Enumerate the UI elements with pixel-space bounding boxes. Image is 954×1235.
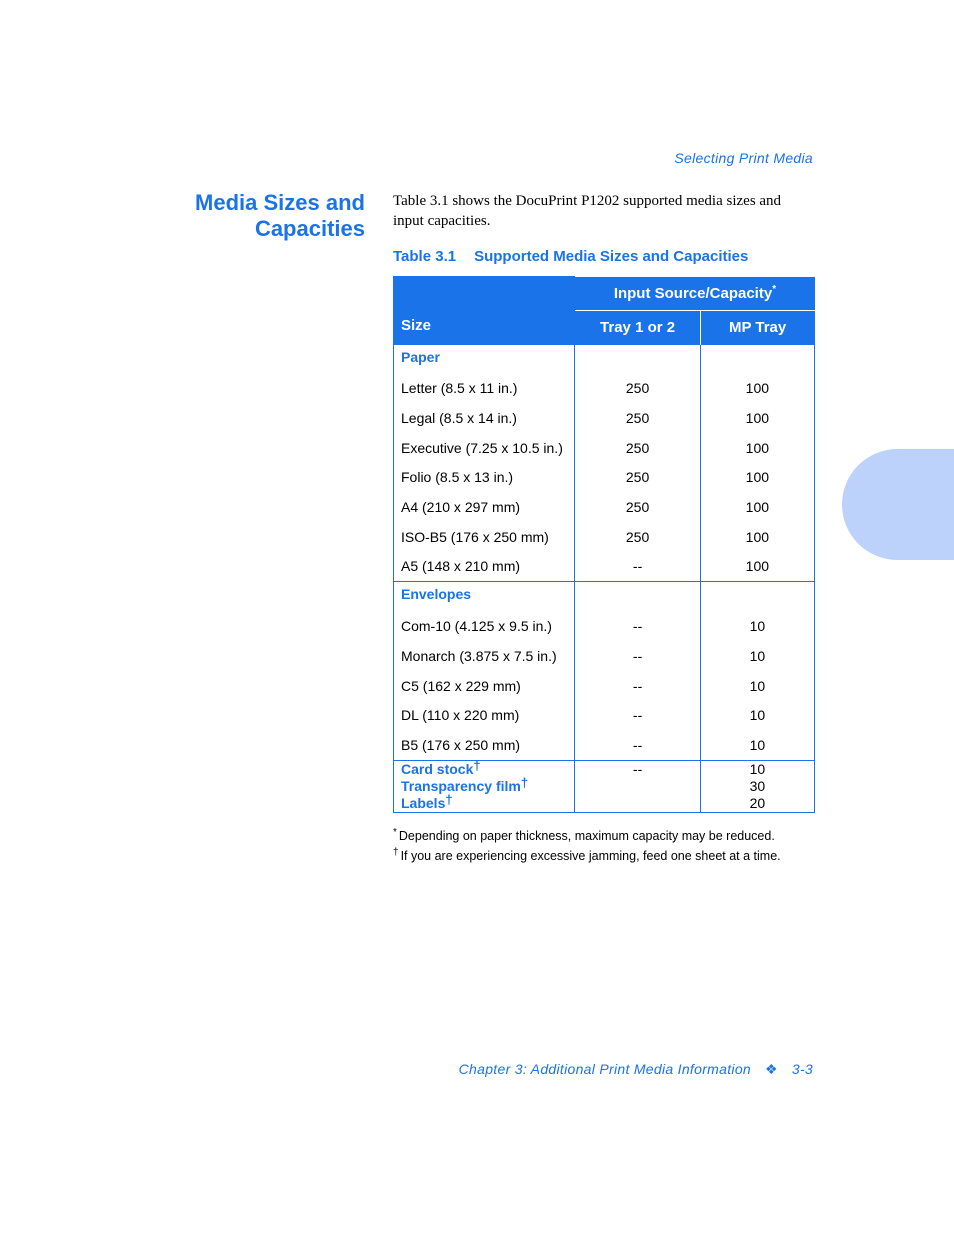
cell-mp: 100 bbox=[700, 522, 814, 552]
page-footer bbox=[459, 1061, 813, 1078]
cell-mp: 10 bbox=[700, 641, 814, 671]
cell-size: C5 (162 x 229 mm) bbox=[394, 671, 575, 701]
mp-labels: 20 bbox=[749, 794, 766, 811]
table-row bbox=[394, 492, 815, 522]
table-row bbox=[394, 671, 815, 701]
cell-mp: 10 bbox=[700, 730, 814, 760]
cell-size: B5 (176 x 250 mm) bbox=[394, 730, 575, 760]
table-row bbox=[394, 611, 815, 641]
header-mp-tray: MP Tray bbox=[700, 310, 814, 344]
intro-paragraph: Table 3.1 shows the DocuPrint P1202 supported media sizes and input capacities. bbox=[393, 193, 782, 229]
category-label: Paper bbox=[394, 344, 575, 374]
cell-size: Legal (8.5 x 14 in.) bbox=[394, 403, 575, 433]
footnotes bbox=[393, 826, 823, 866]
cell-mp: 10 bbox=[700, 611, 814, 641]
cell-tray: -- bbox=[575, 671, 700, 701]
cell-size: Letter (8.5 x 11 in.) bbox=[394, 374, 575, 404]
media-card-stock: Card stock† bbox=[401, 757, 481, 777]
cell-size: Com-10 (4.125 x 9.5 in.) bbox=[394, 611, 575, 641]
cell-tray: 250 bbox=[575, 403, 700, 433]
mp-card-stock: 10 bbox=[749, 760, 766, 777]
table-row bbox=[394, 522, 815, 552]
table-row bbox=[394, 403, 815, 433]
cell-size: ISO-B5 (176 x 250 mm) bbox=[394, 522, 575, 552]
chapter-side-tab bbox=[842, 449, 954, 560]
media-labels: Labels† bbox=[401, 791, 453, 811]
cell-tray: -- bbox=[575, 552, 700, 582]
section-title bbox=[150, 190, 365, 242]
table-row bbox=[394, 552, 815, 582]
other-media-sizes bbox=[394, 757, 575, 812]
category-label: Envelopes bbox=[394, 582, 575, 612]
cell-size: Monarch (3.875 x 7.5 in.) bbox=[394, 641, 575, 671]
footer-separator-icon: ❖ bbox=[765, 1061, 778, 1077]
table-header-row bbox=[394, 277, 815, 311]
table-caption-title: Supported Media Sizes and Capacities bbox=[474, 248, 749, 265]
table-caption-number: Table 3.1 bbox=[393, 248, 457, 265]
cell-tray: -- bbox=[575, 611, 700, 641]
cell-mp: 100 bbox=[700, 374, 814, 404]
table-row bbox=[394, 700, 815, 730]
other-media-row bbox=[394, 760, 815, 812]
other-media-tray: -- bbox=[575, 760, 700, 812]
cell-size: DL (110 x 220 mm) bbox=[394, 700, 575, 730]
cell-mp: 100 bbox=[700, 463, 814, 493]
table-row bbox=[394, 374, 815, 404]
cell-mp: 100 bbox=[700, 433, 814, 463]
media-sizes-table bbox=[393, 276, 815, 813]
cell-size: Executive (7.25 x 10.5 in.) bbox=[394, 433, 575, 463]
cell-tray: -- bbox=[575, 730, 700, 760]
footer-page-number: 3-3 bbox=[791, 1061, 813, 1077]
cell-mp: 10 bbox=[700, 700, 814, 730]
section-title-line-2: Capacities bbox=[254, 216, 365, 241]
section-title-line-1: Media Sizes and bbox=[195, 190, 365, 215]
table-row bbox=[394, 730, 815, 760]
cell-size: Folio (8.5 x 13 in.) bbox=[394, 463, 575, 493]
mp-transparency-film: 30 bbox=[749, 777, 766, 794]
table-row bbox=[394, 463, 815, 493]
cell-size: A5 (148 x 210 mm) bbox=[394, 552, 575, 582]
header-size: Size bbox=[394, 277, 575, 345]
cell-mp: 100 bbox=[700, 403, 814, 433]
header-footnote-mark: * bbox=[772, 283, 777, 295]
media-transparency-film: Transparency film† bbox=[401, 774, 529, 794]
cell-tray: -- bbox=[575, 700, 700, 730]
header-tray: Tray 1 or 2 bbox=[575, 310, 700, 344]
cell-tray: 250 bbox=[575, 492, 700, 522]
category-row-paper bbox=[394, 344, 815, 374]
running-head: Selecting Print Media bbox=[674, 150, 813, 166]
cell-mp: 100 bbox=[700, 492, 814, 522]
footnote-capacity: * Depending on paper thickness, maximum capacity may be reduced. bbox=[393, 827, 775, 843]
table-row bbox=[394, 641, 815, 671]
table-caption bbox=[393, 248, 748, 265]
footnote-jamming: † If you are experiencing excessive jamming, feed one sheet at a time. bbox=[393, 847, 781, 863]
category-row-envelopes bbox=[394, 582, 815, 612]
footer-chapter: Chapter 3: Additional Print Media Information bbox=[458, 1061, 751, 1077]
header-input-source bbox=[575, 277, 815, 311]
cell-tray: 250 bbox=[575, 433, 700, 463]
header-input-source-label: Input Source/Capacity bbox=[613, 284, 773, 302]
cell-tray: 250 bbox=[575, 374, 700, 404]
cell-size: A4 (210 x 297 mm) bbox=[394, 492, 575, 522]
cell-tray: -- bbox=[575, 641, 700, 671]
table-row bbox=[394, 433, 815, 463]
cell-tray: 250 bbox=[575, 463, 700, 493]
other-media-mp bbox=[700, 760, 814, 812]
cell-mp: 10 bbox=[700, 671, 814, 701]
cell-tray: 250 bbox=[575, 522, 700, 552]
cell-mp: 100 bbox=[700, 552, 814, 582]
